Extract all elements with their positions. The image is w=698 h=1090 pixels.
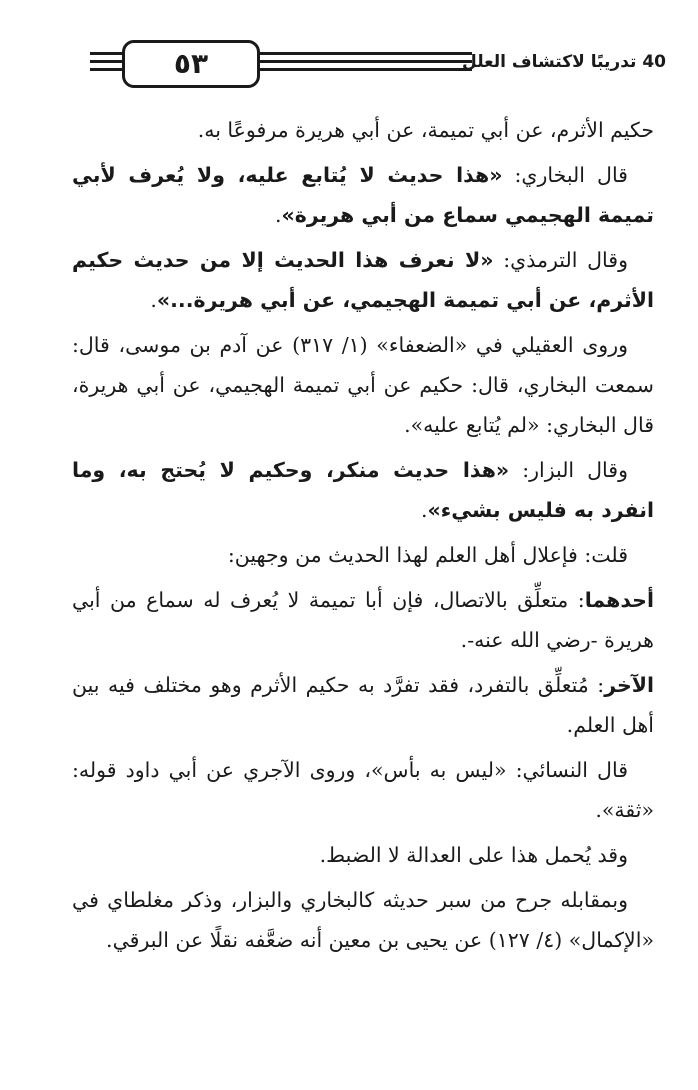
bazzar-end: . [421, 498, 428, 522]
page-number: ٥٣ [122, 40, 260, 88]
paragraph-mughaltay: وبمقابله جرح من سبر حديثه كالبخاري والبزار، وذكر مغلطاي في «الإكمال» (٤/ ١٢٧) عن يحيى بن معين أنه ضعَّفه نقلًا عن البرقي. [72, 888, 654, 952]
bukhari-quote: «هذا حديث لا يُتابع عليه، ولا يُعرف لأبي تميمة الهجيمي سماع من أبي هريرة» [72, 163, 654, 227]
paragraph-first-reason [72, 580, 654, 660]
bazzar-intro: وقال البزار: [509, 458, 628, 482]
bazzar-quote: «هذا حديث منكر، وحكيم لا يُحتج به، وما انفرد به فليس بشيء» [72, 458, 654, 522]
tirmidhi-intro: وقال الترمذي: [493, 248, 628, 272]
page-body [72, 110, 654, 965]
paragraph-bukhari [72, 155, 654, 235]
header-rule-left-3 [90, 68, 122, 71]
tirmidhi-quote: «لا نعرف هذا الحديث إلا من حديث حكيم الأثرم، عن أبي تميمة الهجيمي، عن أبي هريرة...» [72, 248, 654, 312]
header-rule-left-1 [90, 52, 122, 55]
header-rule-right-1 [260, 52, 472, 55]
paragraph-uqayli: وروى العقيلي في «الضعفاء» (١/ ٣١٧) عن آدم بن موسى، قال: سمعت البخاري، قال: حكيم عن أبي تميمة الهجيمي، عن أبي هريرة، قال البخاري: «لم يُتابع عليه». [72, 333, 654, 437]
running-title: 40 تدريبًا لاكتشاف العلل [462, 52, 666, 72]
bukhari-end: . [274, 203, 282, 227]
second-reason-text: : مُتعلِّق بالتفرد، فقد تفرَّد به حكيم الأثرم وهو مختلف فيه بين أهل العلم. [72, 673, 654, 737]
paragraph-adalah: وقد يُحمل هذا على العدالة لا الضبط. [319, 843, 628, 867]
second-reason-label: الآخر [604, 673, 655, 697]
bukhari-intro: قال البخاري: [502, 163, 628, 187]
page-header [90, 38, 666, 94]
paragraph-bazzar [72, 450, 654, 530]
paragraph-second-reason [72, 665, 654, 745]
paragraph-tirmidhi [72, 240, 654, 320]
header-rule-right-3 [260, 68, 472, 71]
paragraph-continuation: حكيم الأثرم، عن أبي تميمة، عن أبي هريرة مرفوعًا به. [197, 118, 654, 142]
header-rule-right-2 [260, 60, 472, 63]
first-reason-label: أحدهما [584, 588, 654, 612]
paragraph-qultu: قلت: فإعلال أهل العلم لهذا الحديث من وجهين: [227, 543, 628, 567]
first-reason-text: : متعلِّق بالاتصال، فإن أبا تميمة لا يُعرف له سماع من أبي هريرة -رضي الله عنه-. [72, 588, 654, 652]
paragraph-nasai: قال النسائي: «ليس به بأس»، وروى الآجري عن أبي داود قوله: «ثقة». [72, 758, 654, 822]
header-rule-left-2 [90, 60, 122, 63]
tirmidhi-end: . [150, 288, 157, 312]
